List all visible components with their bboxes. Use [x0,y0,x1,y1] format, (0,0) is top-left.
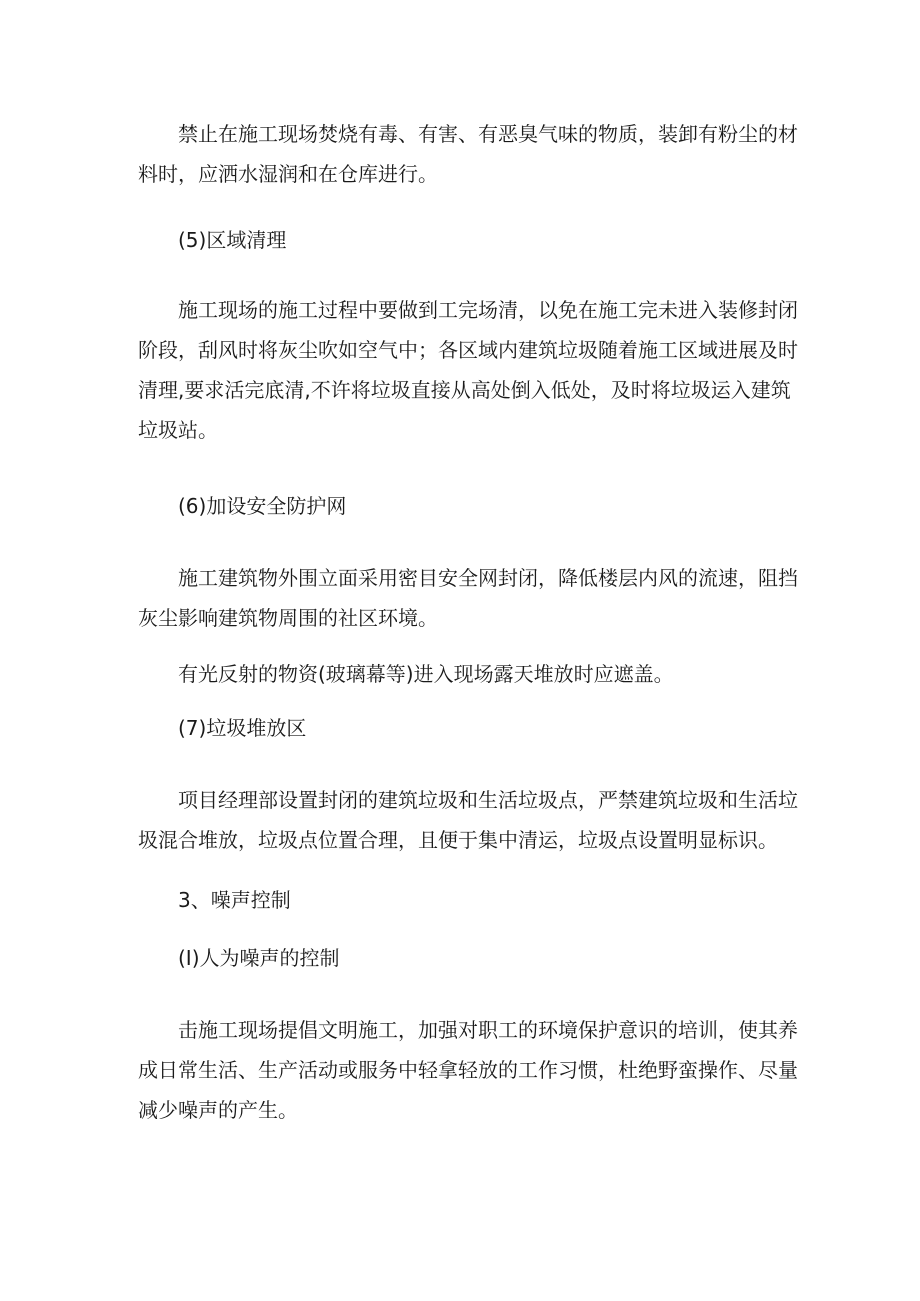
heading-area-cleanup: (5)区域清理 [178,228,287,252]
heading-safety-net: (6)加设安全防护网 [178,494,347,518]
heading-garbage-area: (7)垃圾堆放区 [178,716,307,740]
paragraph-safety-net: 施工建筑物外围立面采用密目安全网封闭，降低楼层内风的流速，阻挡灰尘影响建筑物周围的社区环境。 [138,566,798,630]
paragraph-reflective-materials: 有光反射的物资(玻璃幕等)进入现场露天堆放时应遮盖。 [178,662,674,686]
paragraph-garbage-area: 项目经理部设置封闭的建筑垃圾和生活垃圾点，严禁建筑垃圾和生活垃圾混合堆放，垃圾点位置合理，且便于集中清运，垃圾点设置明显标识。 [138,788,798,852]
heading-human-noise: (I)人为噪声的控制 [178,946,340,970]
paragraph-area-cleanup: 施工现场的施工过程中要做到工完场清，以免在施工完未进入装修封闭阶段，刮风时将灰尘吹如空气中；各区域内建筑垃圾随着施工区域进展及时清理,要求活完底清,不许将垃圾直接从高处倒入低处，及时将垃圾运入建筑垃圾站。 [138,298,798,442]
paragraph-dust-materials: 禁止在施工现场焚烧有毒、有害、有恶臭气味的物质，装卸有粉尘的材料时，应洒水湿润和在仓库进行。 [138,122,798,186]
heading-noise-control: 3、噪声控制 [178,888,291,912]
paragraph-human-noise: 击施工现场提倡文明施工，加强对职工的环境保护意识的培训，使其养成日常生活、生产活动或服务中轻拿轻放的工作习惯，杜绝野蛮操作、尽量减少噪声的产生。 [138,1018,798,1122]
